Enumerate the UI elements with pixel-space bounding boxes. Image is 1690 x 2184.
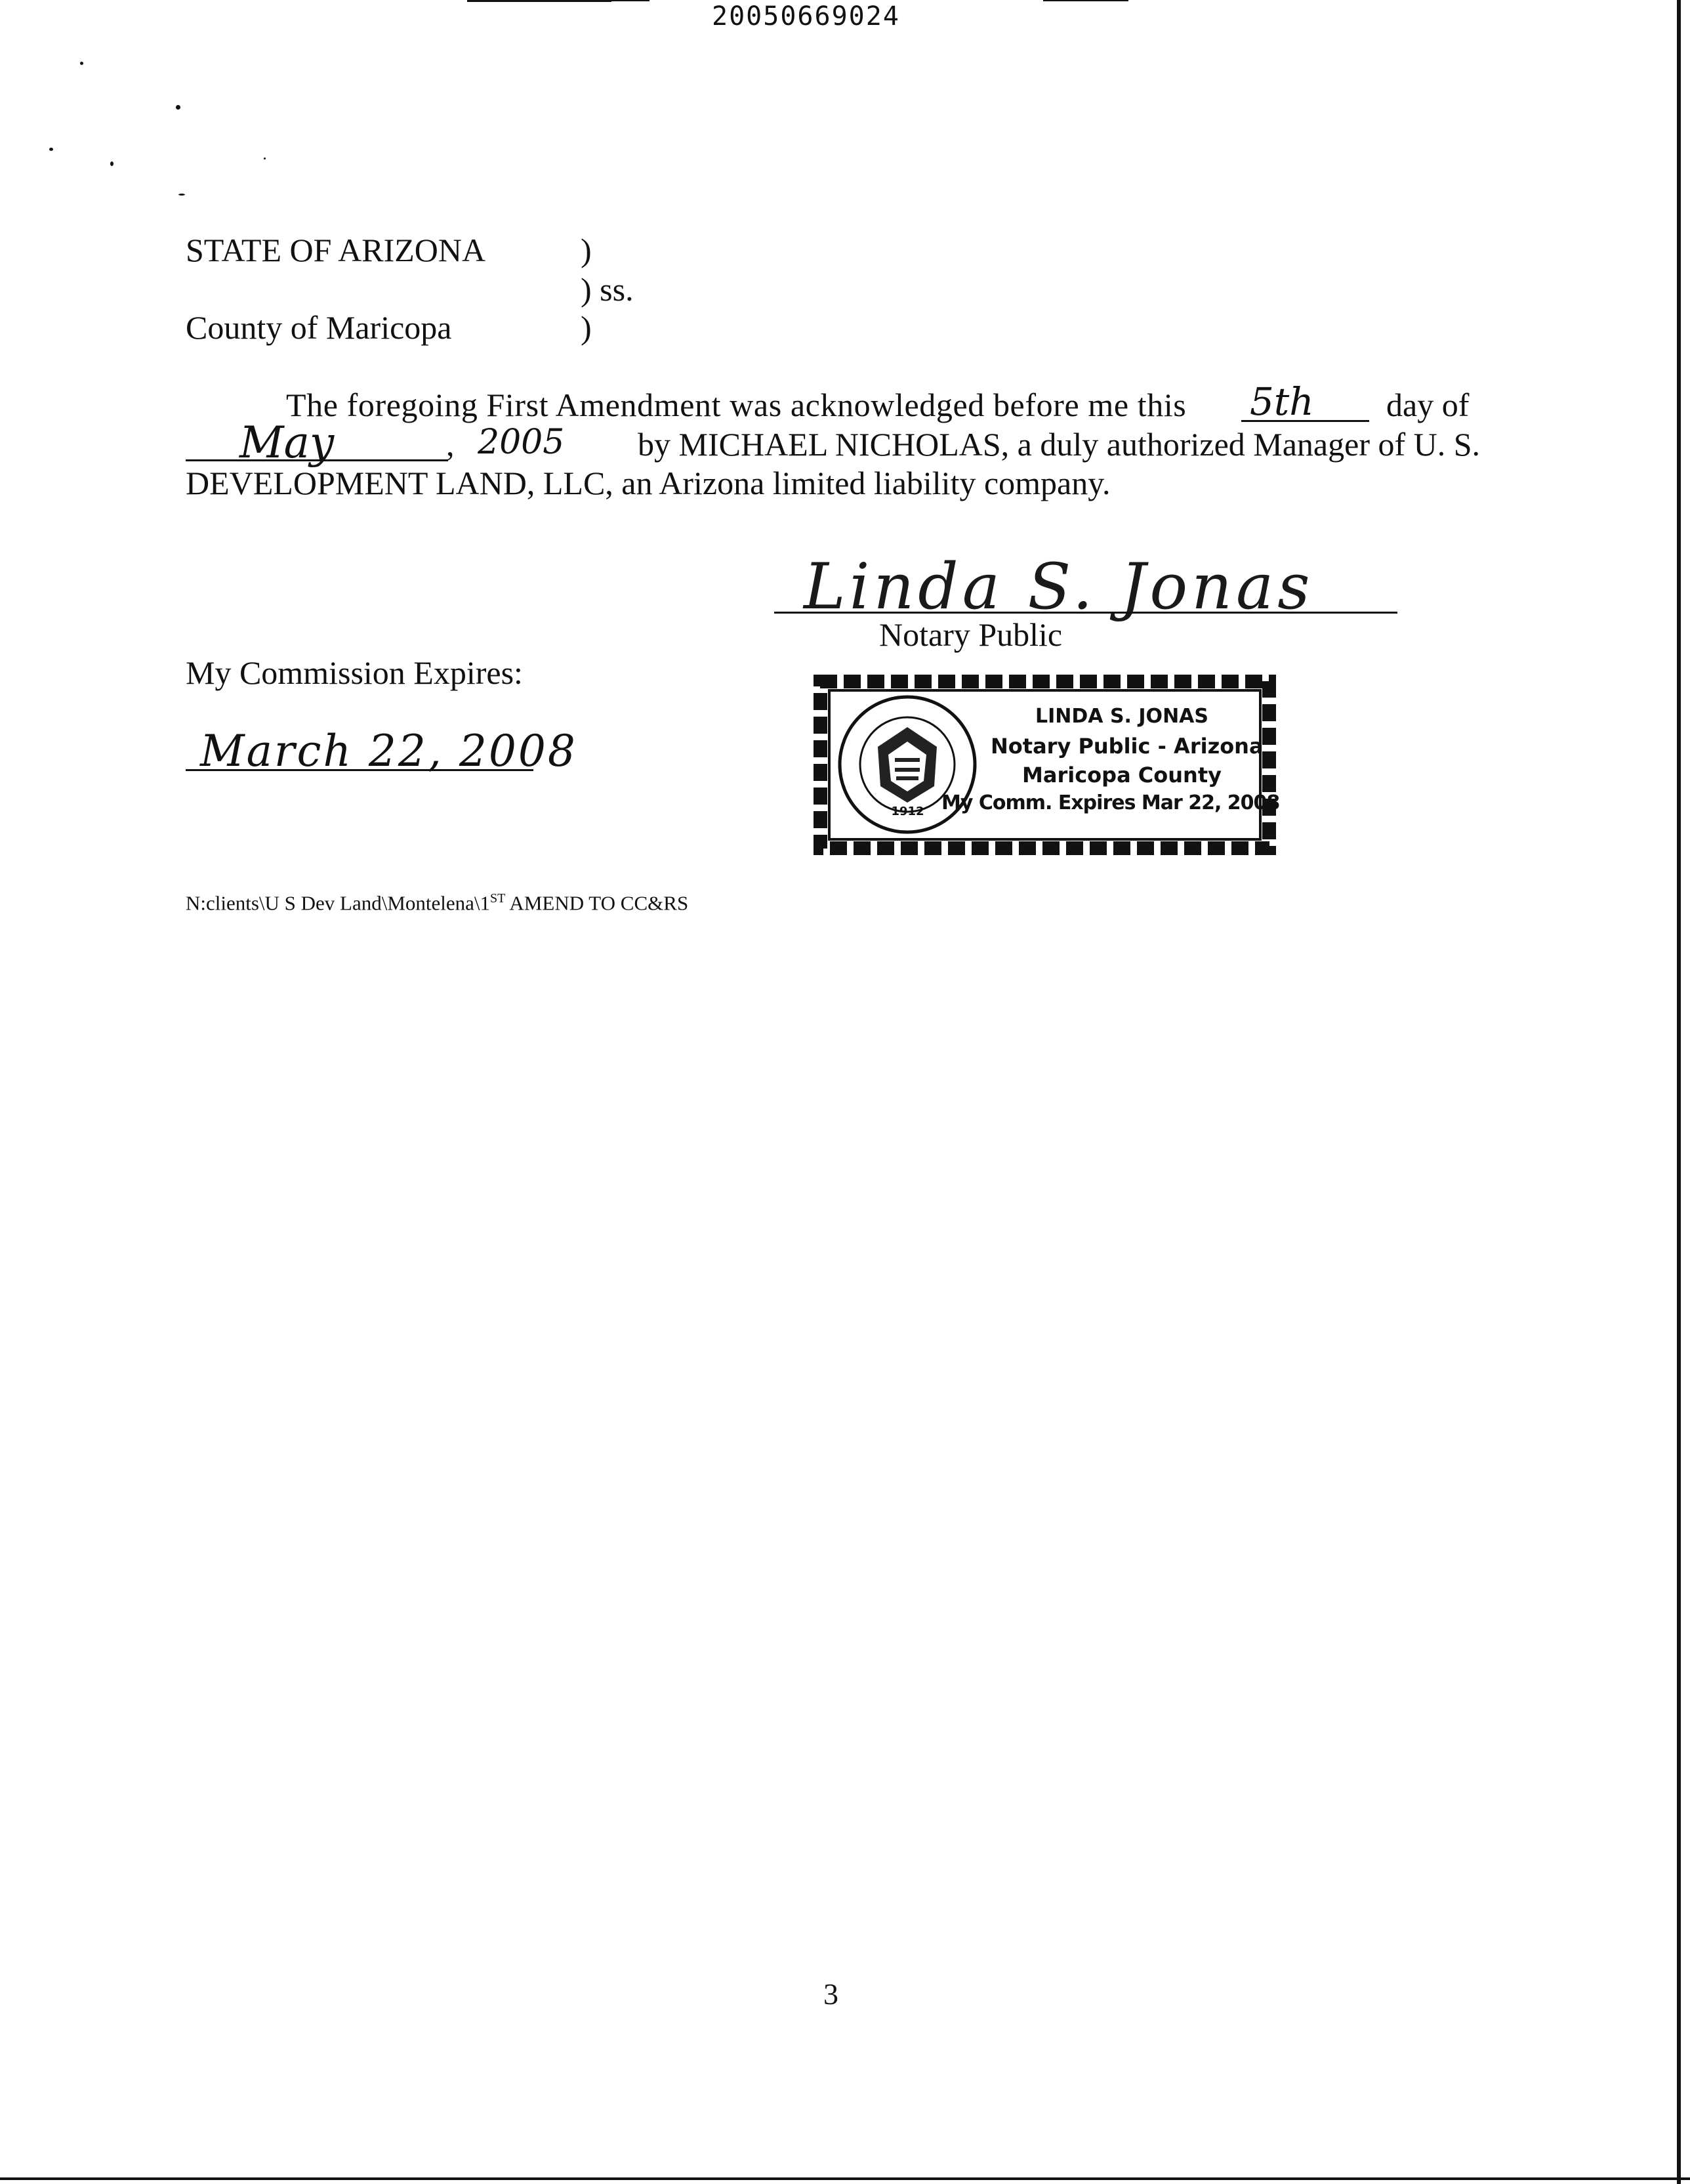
notary-signature: Linda S. Jonas xyxy=(804,550,1314,623)
seal-year: 1912 xyxy=(891,805,924,818)
ack-line3-text: DEVELOPMENT LAND, LLC, an Arizona limited liability company. xyxy=(186,465,1111,501)
file-path-superscript: ST xyxy=(490,891,506,906)
day-handwritten: 5th xyxy=(1250,379,1314,424)
top-scan-mark-right xyxy=(1043,0,1128,1)
notary-public-label: Notary Public xyxy=(879,616,1063,653)
file-path-text-end: AMEND TO CC&RS xyxy=(505,891,689,915)
year-handwritten: 2005 xyxy=(478,423,565,462)
venue-state: STATE OF ARIZONA xyxy=(186,232,486,268)
page-number: 3 xyxy=(823,1977,838,2011)
commission-date-handwritten: March 22, 2008 xyxy=(200,726,577,776)
ack-line1-end: day of xyxy=(1386,387,1470,423)
venue-paren-bottom: ) xyxy=(581,309,592,346)
stamp-expires: My Comm. Expires Mar 22, 2008 xyxy=(941,791,1280,814)
page-bottom-edge xyxy=(0,2177,1690,2180)
document-number: 20050669024 xyxy=(712,1,900,32)
year-blank xyxy=(467,0,611,2)
venue-county: County of Maricopa xyxy=(186,309,452,346)
stamp-county: Maricopa County xyxy=(1022,763,1222,788)
ack-line2-text: by MICHAEL NICHOLAS, a duly authorized Manager of U. S. xyxy=(638,426,1481,463)
signature-line xyxy=(774,612,1397,614)
venue-paren-top: ) xyxy=(581,232,592,268)
commission-date-line xyxy=(186,769,533,771)
scan-speck xyxy=(264,158,266,159)
page-right-edge xyxy=(1677,0,1681,2184)
ack-line1-text: The foregoing First Amendment was acknowledged before me this xyxy=(286,387,1187,423)
file-path-footer xyxy=(186,891,688,915)
scan-speck xyxy=(178,194,185,196)
month-handwritten: May xyxy=(239,417,335,468)
stamp-name: LINDA S. JONAS xyxy=(1035,705,1208,728)
commission-label: My Commission Expires: xyxy=(186,654,523,691)
notary-stamp xyxy=(814,675,1280,855)
stamp-title: Notary Public - Arizona xyxy=(991,734,1264,759)
venue-ss: ) ss. xyxy=(581,271,634,308)
scan-speck xyxy=(49,148,53,151)
scan-speck xyxy=(176,105,180,110)
ack-comma: , xyxy=(446,426,455,463)
scan-speck xyxy=(80,62,83,65)
scan-speck xyxy=(110,161,113,166)
file-path-text: N:clients\U S Dev Land\Montelena\1 xyxy=(186,891,491,915)
